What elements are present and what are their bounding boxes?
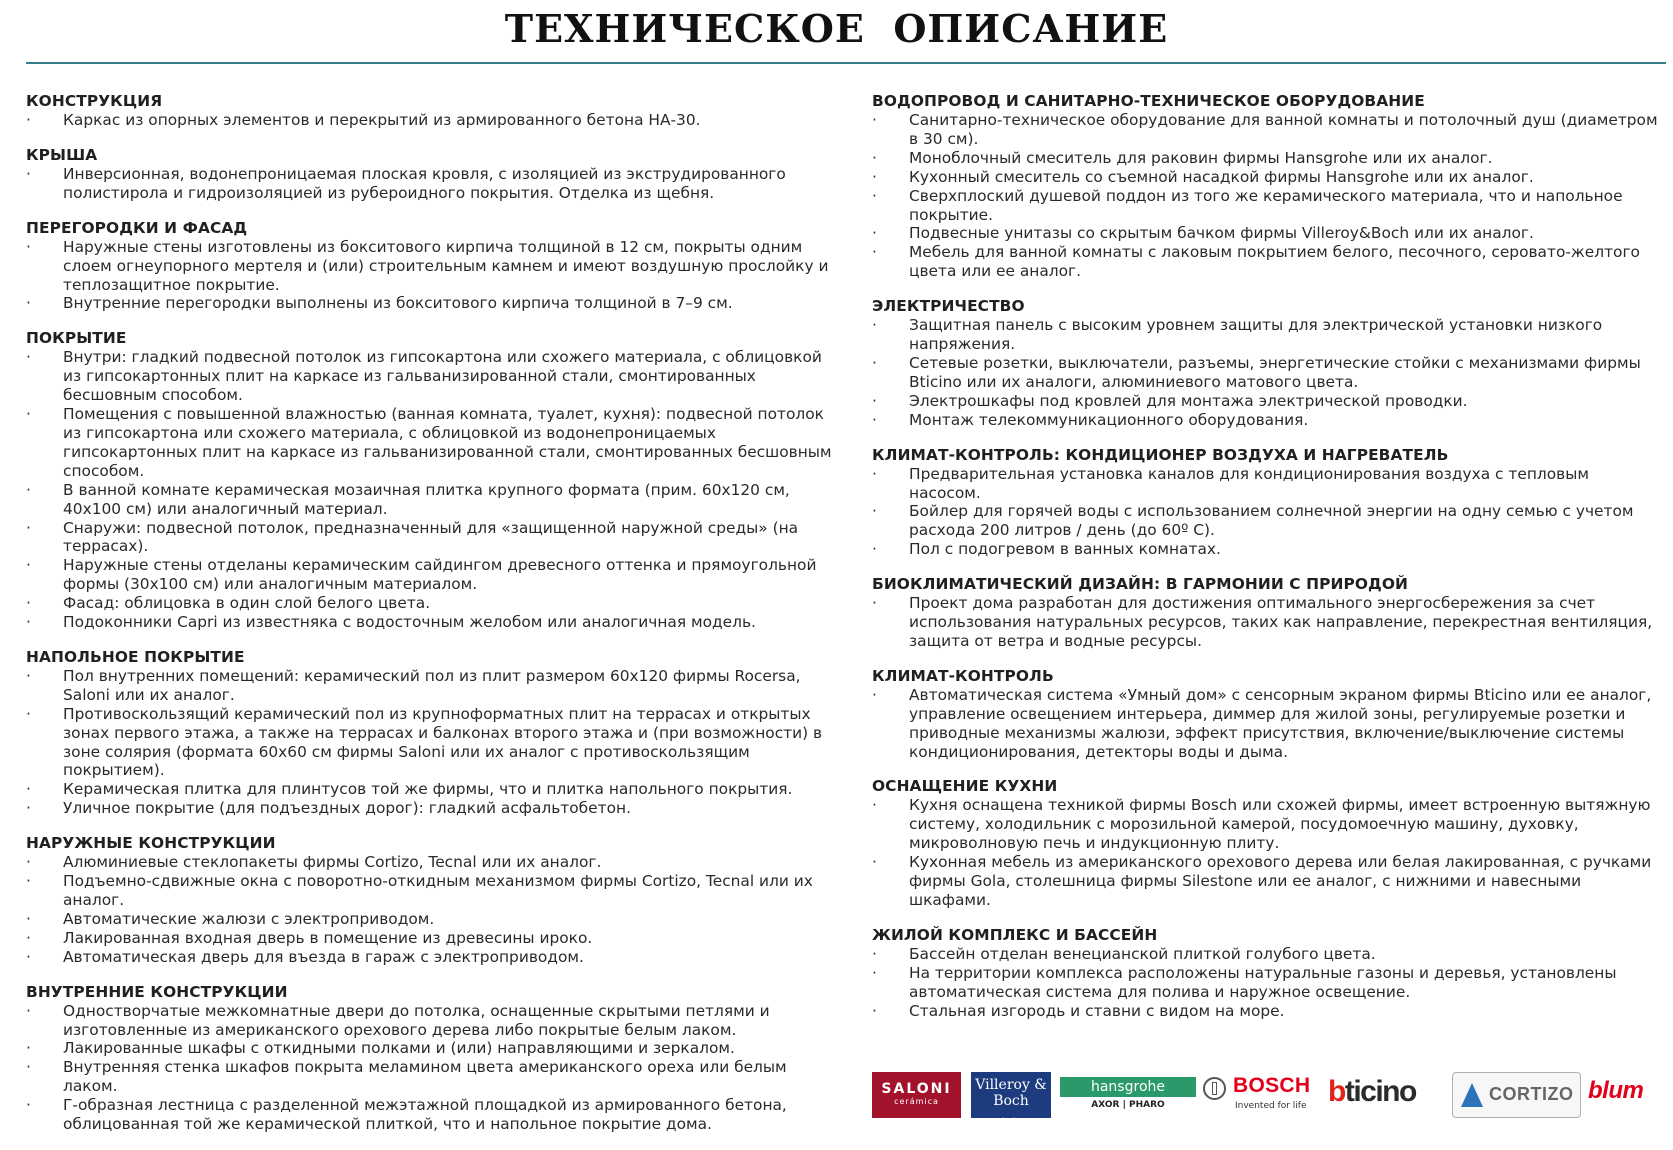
list-item bbox=[26, 111, 836, 130]
bullet-icon: · bbox=[26, 294, 31, 313]
section-heading: ЖИЛОЙ КОМПЛЕКС И БАССЕЙН bbox=[872, 925, 1158, 944]
list-item-text: Инверсионная, водонепроницаемая плоская кровля, с изоляцией из экструдированного полистирола и гидроизоляцией из рубероидного покрытия. Отделка из щебня. bbox=[63, 164, 786, 202]
list-item bbox=[872, 796, 1665, 853]
list-item-text: Пол с подогревом в ванных комнатах. bbox=[909, 540, 1221, 559]
list-item-text: Лакированные шкафы с откидными полками и (или) направляющими и зеркалом. bbox=[63, 1039, 735, 1058]
section bbox=[26, 648, 836, 818]
list-item-text: Бассейн отделан венецианской плиткой голубого цвета. bbox=[909, 944, 1376, 963]
bullet-icon: · bbox=[872, 111, 877, 129]
section-heading: ПЕРЕГОРОДКИ И ФАСАД bbox=[26, 218, 248, 237]
bullet-icon: · bbox=[26, 348, 31, 367]
list-item bbox=[26, 705, 836, 781]
bullet-icon: · bbox=[26, 1039, 31, 1058]
bullet-icon: · bbox=[872, 167, 877, 186]
section-heading: ВОДОПРОВОД И САНИТАРНО-ТЕХНИЧЕСКОЕ ОБОРУДОВАНИЕ bbox=[872, 92, 1425, 110]
list-item bbox=[872, 354, 1665, 392]
bullet-icon: · bbox=[872, 594, 877, 613]
section bbox=[26, 92, 836, 130]
bullet-icon: · bbox=[26, 704, 31, 723]
list-item-text: Внутренние перегородки выполнены из бокситового кирпича толщиной в 7–9 см. bbox=[63, 294, 733, 313]
blum-logo-name: blum bbox=[1588, 1077, 1644, 1104]
bullet-icon: · bbox=[872, 186, 877, 205]
list-item bbox=[872, 465, 1665, 503]
section bbox=[26, 146, 836, 203]
list-item bbox=[872, 540, 1665, 559]
blum-logo bbox=[1588, 1072, 1665, 1118]
list-item-text: Алюминиевые стеклопакеты фирмы Cortizo, Tecnal или их аналог. bbox=[63, 853, 602, 872]
list-item-text: Фасад: облицовка в один слой белого цвета. bbox=[63, 594, 431, 613]
list-item-text: Предварительная установка каналов для кондиционирования воздуха с тепловым насосом. bbox=[909, 464, 1589, 502]
list-item-text: Автоматическая дверь для въезда в гараж с электроприводом. bbox=[63, 947, 584, 966]
list-item bbox=[872, 392, 1665, 411]
bticino-logo bbox=[1328, 1072, 1446, 1118]
bullet-icon: · bbox=[26, 594, 31, 613]
list-item bbox=[872, 224, 1665, 243]
bticino-logo-name: ticino bbox=[1344, 1075, 1416, 1108]
saloni-logo-sub: cerámica bbox=[894, 1097, 939, 1106]
section-heading: ЭЛЕКТРИЧЕСТВО bbox=[872, 297, 1025, 316]
list-item bbox=[26, 405, 836, 481]
list-item-text: Пол внутренних помещений: керамический пол из плит размером 60x120 фирмы Rocersa, Saloni или их аналог. bbox=[63, 666, 801, 704]
list-item bbox=[26, 1002, 836, 1040]
cortizo-triangle-icon bbox=[1461, 1083, 1483, 1107]
bullet-icon: · bbox=[26, 237, 31, 256]
bullet-icon: · bbox=[26, 909, 31, 928]
section-heading: ПОКРЫТИЕ bbox=[26, 329, 127, 348]
bullet-icon: · bbox=[872, 224, 877, 243]
list-item bbox=[26, 1096, 836, 1134]
list-item-text: Мебель для ванной комнаты с лаковым покрытием белого, песочного, серовато-желтого цвета или ее аналог. bbox=[909, 243, 1640, 281]
list-item bbox=[26, 929, 836, 948]
bullet-icon: · bbox=[872, 316, 877, 335]
list-item bbox=[26, 594, 836, 613]
hansgrohe-logo-name: hansgrohe bbox=[1060, 1077, 1196, 1097]
list-item bbox=[872, 594, 1665, 651]
list-item-text: Моноблочный смеситель для раковин фирмы Hansgrohe или их аналог. bbox=[909, 148, 1493, 167]
list-item-text: Сетевые розетки, выключатели, разъемы, энергетические стойки с механизмами фирмы Bticino или их аналоги, алюминиевого матового цвета. bbox=[909, 353, 1641, 391]
cortizo-logo bbox=[1452, 1072, 1581, 1118]
list-item-text: Бойлер для горячей воды с использованием солнечной энергии на одну семью с учетом расхода 200 литров / день (до 60º C). bbox=[909, 502, 1634, 540]
list-item-text: Санитарно-техническое оборудование для ванной комнаты и потолочный душ (диаметром в 30 см). bbox=[909, 111, 1658, 148]
list-item bbox=[26, 165, 836, 203]
list-item-text: Кухонный смеситель со съемной насадкой фирмы Hansgrohe или их аналог. bbox=[909, 167, 1534, 186]
bullet-icon: · bbox=[26, 518, 31, 537]
list-item bbox=[26, 853, 836, 872]
bullet-icon: · bbox=[872, 963, 877, 982]
list-item bbox=[872, 964, 1665, 1002]
list-item-text: Г-образная лестница с разделенной межэтажной площадкой из армированного бетона, облицованная той же керамической плиткой, что и напольное покрытие дома. bbox=[63, 1096, 787, 1134]
bullet-icon: · bbox=[872, 243, 877, 262]
saloni-logo-name: SALONI bbox=[881, 1081, 952, 1097]
title-divider bbox=[26, 62, 1666, 64]
list-item bbox=[872, 945, 1665, 964]
section-heading: НАПОЛЬНОЕ ПОКРЫТИЕ bbox=[26, 647, 245, 666]
bullet-icon: · bbox=[872, 685, 877, 704]
list-item-text: Электрошкафы под кровлей для монтажа электрической проводки. bbox=[909, 391, 1468, 410]
list-item bbox=[26, 348, 836, 405]
list-item-text: Керамическая плитка для плинтусов той же фирмы, что и плитка напольного покрытия. bbox=[63, 780, 793, 799]
list-item-text: Уличное покрытие (для подъездных дорог): гладкий асфальтобетон. bbox=[63, 799, 631, 818]
bullet-icon: · bbox=[872, 391, 877, 410]
bullet-icon: · bbox=[872, 410, 877, 429]
bullet-icon: · bbox=[872, 464, 877, 483]
bullet-icon: · bbox=[872, 796, 877, 815]
list-item-text: Кухонная мебель из американского орехового дерева или белая лакированная, с ручками фирмы Gola, столешница фирмы Silestone или ее аналог, с нижними и навесными шкафами. bbox=[909, 853, 1652, 909]
bullet-icon: · bbox=[872, 502, 877, 521]
list-item bbox=[26, 294, 836, 313]
bosch-logo-sub: Invented for life bbox=[1235, 1101, 1307, 1111]
list-item-text: Помещения с повышенной влажностью (ванная комната, туалет, кухня): подвесной потолок из гипсокартона или схожего материала, с облицовкой из водонепроницаемых гипсокартонных плит на каркасе из гальванизированной стали, смонтированных бесшовным способом. bbox=[63, 405, 832, 480]
list-item bbox=[872, 243, 1665, 281]
list-item-text: Проект дома разработан для достижения оптимального энергосбережения за счет использования натуральных ресурсов, таких как направление, перекрестная вентиляция, защита от ветра и водные ресурсы. bbox=[909, 594, 1653, 650]
list-item bbox=[26, 481, 836, 519]
list-item bbox=[872, 149, 1665, 168]
bullet-icon: · bbox=[872, 148, 877, 167]
bullet-icon: · bbox=[872, 540, 877, 559]
list-item bbox=[26, 780, 836, 799]
section bbox=[26, 329, 836, 632]
list-item-text: Подъемно-сдвижные окна с поворотно-откидным механизмом фирмы Cortizo, Tecnal или их аналог. bbox=[63, 872, 813, 909]
list-item bbox=[872, 411, 1665, 430]
section-heading: КОНСТРУКЦИЯ bbox=[26, 92, 163, 110]
bullet-icon: · bbox=[26, 1096, 31, 1115]
bullet-icon: · bbox=[26, 799, 31, 818]
list-item bbox=[872, 1002, 1665, 1021]
list-item-text: Монтаж телекоммуникационного оборудования. bbox=[909, 410, 1309, 429]
section bbox=[872, 667, 1665, 762]
list-item-text: Подвесные унитазы со скрытым бачком фирмы Villeroy&Boch или их аналог. bbox=[909, 224, 1534, 243]
list-item-text: В ванной комнате керамическая мозаичная плитка крупного формата (прим. 60x120 см, 40x100 см) или аналогичный материал. bbox=[63, 480, 790, 518]
list-item-text: Каркас из опорных элементов и перекрытий из армированного бетона НА-30. bbox=[63, 111, 701, 129]
page-title: ТЕХНИЧЕСКОЕ ОПИСАНИЕ bbox=[504, 6, 1169, 51]
section bbox=[26, 834, 836, 966]
list-item bbox=[26, 519, 836, 557]
list-item bbox=[872, 316, 1665, 354]
bullet-icon: · bbox=[872, 944, 877, 963]
section bbox=[872, 297, 1665, 429]
bticino-logo-initial: b bbox=[1328, 1075, 1345, 1108]
bullet-icon: · bbox=[872, 853, 877, 872]
list-item-text: Лакированная входная дверь в помещение из древесины ироко. bbox=[63, 928, 593, 947]
bullet-icon: · bbox=[26, 666, 31, 685]
list-item-text: Сверхплоский душевой поддон из того же керамического материала, что и напольное покрытие. bbox=[909, 186, 1623, 224]
list-item-text: Внутри: гладкий подвесной потолок из гипсокартона или схожего материала, с облицовкой из гипсокартонных плит на каркасе из гальванизированной стали, смонтированных бесшовным способом. bbox=[63, 348, 822, 405]
list-item-text: На территории комплекса расположены натуральные газоны и деревья, установлены автоматическая система для полива и наружное освещение. bbox=[909, 963, 1617, 1001]
cortizo-logo-name: CORTIZO bbox=[1489, 1084, 1574, 1104]
list-item bbox=[872, 168, 1665, 187]
section bbox=[872, 777, 1665, 909]
right-column bbox=[872, 92, 1665, 1037]
section bbox=[26, 219, 836, 314]
villeroy-boch-logo-name: Villeroy & Boch bbox=[975, 1077, 1047, 1109]
list-item bbox=[26, 556, 836, 594]
section bbox=[872, 575, 1665, 651]
bullet-icon: · bbox=[26, 780, 31, 799]
list-item bbox=[26, 910, 836, 929]
bosch-logo-name: BOSCH bbox=[1233, 1074, 1311, 1097]
bullet-icon: · bbox=[26, 928, 31, 947]
list-item bbox=[872, 502, 1665, 540]
list-item-text: Противоскользящий керамический пол из крупноформатных плит на террасах и открытых зонах первого этажа, а также на террасах и балконах второго этажа и (при возможности) в зоне солярия (формата 60x60 см фирмы Saloni или их аналог с противоскользящим покрытием). bbox=[63, 704, 823, 780]
section-heading: ВНУТРЕННИЕ КОНСТРУКЦИИ bbox=[26, 982, 288, 1001]
list-item bbox=[26, 667, 836, 705]
list-item bbox=[872, 187, 1665, 225]
section-heading: КРЫША bbox=[26, 145, 98, 164]
villeroy-boch-logo-sub: 1748 bbox=[1000, 1117, 1022, 1126]
list-item bbox=[872, 686, 1665, 762]
section bbox=[872, 926, 1665, 1021]
bullet-icon: · bbox=[26, 853, 31, 872]
bullet-icon: · bbox=[872, 353, 877, 372]
bullet-icon: · bbox=[26, 480, 31, 499]
hansgrohe-logo-sub: AXOR | PHARO bbox=[1091, 1100, 1165, 1110]
list-item-text: Снаружи: подвесной потолок, предназначенный для «защищенной наружной среды» (на террасах). bbox=[63, 518, 799, 556]
bosch-armature-icon bbox=[1203, 1077, 1226, 1100]
saloni-logo bbox=[872, 1072, 961, 1118]
list-item-text: Наружные стены отделаны керамическим сайдингом древесного оттенка и прямоугольной формы (30x100 см) или аналогичным материалом. bbox=[63, 556, 817, 594]
list-item bbox=[26, 613, 836, 632]
bullet-icon: · bbox=[26, 164, 31, 183]
section bbox=[872, 92, 1665, 281]
list-item bbox=[26, 238, 836, 295]
section-heading: ОСНАЩЕНИЕ КУХНИ bbox=[872, 777, 1058, 796]
list-item bbox=[26, 1058, 836, 1096]
list-item bbox=[26, 948, 836, 967]
list-item-text: Одностворчатые межкомнатные двери до потолка, оснащенные скрытыми петлями и изготовленные из американского орехового дерева либо покрытые белым лаком. bbox=[63, 1001, 770, 1039]
section-heading: БИОКЛИМАТИЧЕСКИЙ ДИЗАЙН: В ГАРМОНИИ С ПРИРОДОЙ bbox=[872, 575, 1409, 594]
list-item bbox=[872, 853, 1665, 910]
bullet-icon: · bbox=[26, 1058, 31, 1077]
section-heading: КЛИМАТ-КОНТРОЛЬ: КОНДИЦИОНЕР ВОЗДУХА И НАГРЕВАТЕЛЬ bbox=[872, 445, 1449, 464]
section-heading: КЛИМАТ-КОНТРОЛЬ bbox=[872, 666, 1054, 685]
list-item-text: Подоконники Capri из известняка с водосточным желобом или аналогичная модель. bbox=[63, 613, 756, 632]
list-item bbox=[26, 799, 836, 818]
section bbox=[872, 446, 1665, 560]
bullet-icon: · bbox=[26, 872, 31, 891]
list-item-text: Автоматическая система «Умный дом» с сенсорным экраном фирмы Bticino или ее аналог, управление освещением интерьера, диммер для жилой зоны, регулируемые розетки и приводные механизмы жалюзи, эффект присутствия, включение/выключение системы кондиционирования, детекторы воды и дыма. bbox=[909, 685, 1652, 761]
bullet-icon: · bbox=[872, 1001, 877, 1020]
list-item-text: Защитная панель с высоким уровнем защиты для электрической установки низкого напряжения. bbox=[909, 316, 1603, 354]
section bbox=[26, 983, 836, 1134]
villeroy-boch-logo bbox=[971, 1072, 1051, 1126]
bullet-icon: · bbox=[26, 1001, 31, 1020]
left-column bbox=[26, 92, 836, 1150]
list-item bbox=[26, 1039, 836, 1058]
list-item-text: Внутренняя стенка шкафов покрыта меламином цвета американского ореха или белым лаком. bbox=[63, 1058, 787, 1096]
hansgrohe-logo bbox=[1060, 1072, 1196, 1118]
bullet-icon: · bbox=[26, 405, 31, 424]
bullet-icon: · bbox=[26, 111, 31, 129]
bosch-logo bbox=[1203, 1072, 1321, 1118]
list-item-text: Стальная изгородь и ставни с видом на море. bbox=[909, 1001, 1285, 1020]
section-heading: НАРУЖНЫЕ КОНСТРУКЦИИ bbox=[26, 834, 276, 853]
bullet-icon: · bbox=[26, 613, 31, 632]
bullet-icon: · bbox=[26, 556, 31, 575]
list-item-text: Кухня оснащена техникой фирмы Bosch или схожей фирмы, имеет встроенную вытяжную систему, холодильник с морозильной камерой, посудомоечную машину, духовку, микроволновую печь и индукционную плиту. bbox=[909, 796, 1651, 853]
brand-logos bbox=[872, 1072, 1665, 1126]
list-item bbox=[26, 872, 836, 910]
bullet-icon: · bbox=[26, 947, 31, 966]
list-item-text: Наружные стены изготовлены из бокситового кирпича толщиной в 12 см, покрыты одним слоем огнеупорного мертеля и (или) строительным камнем и имеют воздушную прослойку и теплозащитное покрытие. bbox=[63, 237, 829, 294]
list-item bbox=[872, 111, 1665, 149]
list-item-text: Автоматические жалюзи с электроприводом. bbox=[63, 909, 435, 928]
